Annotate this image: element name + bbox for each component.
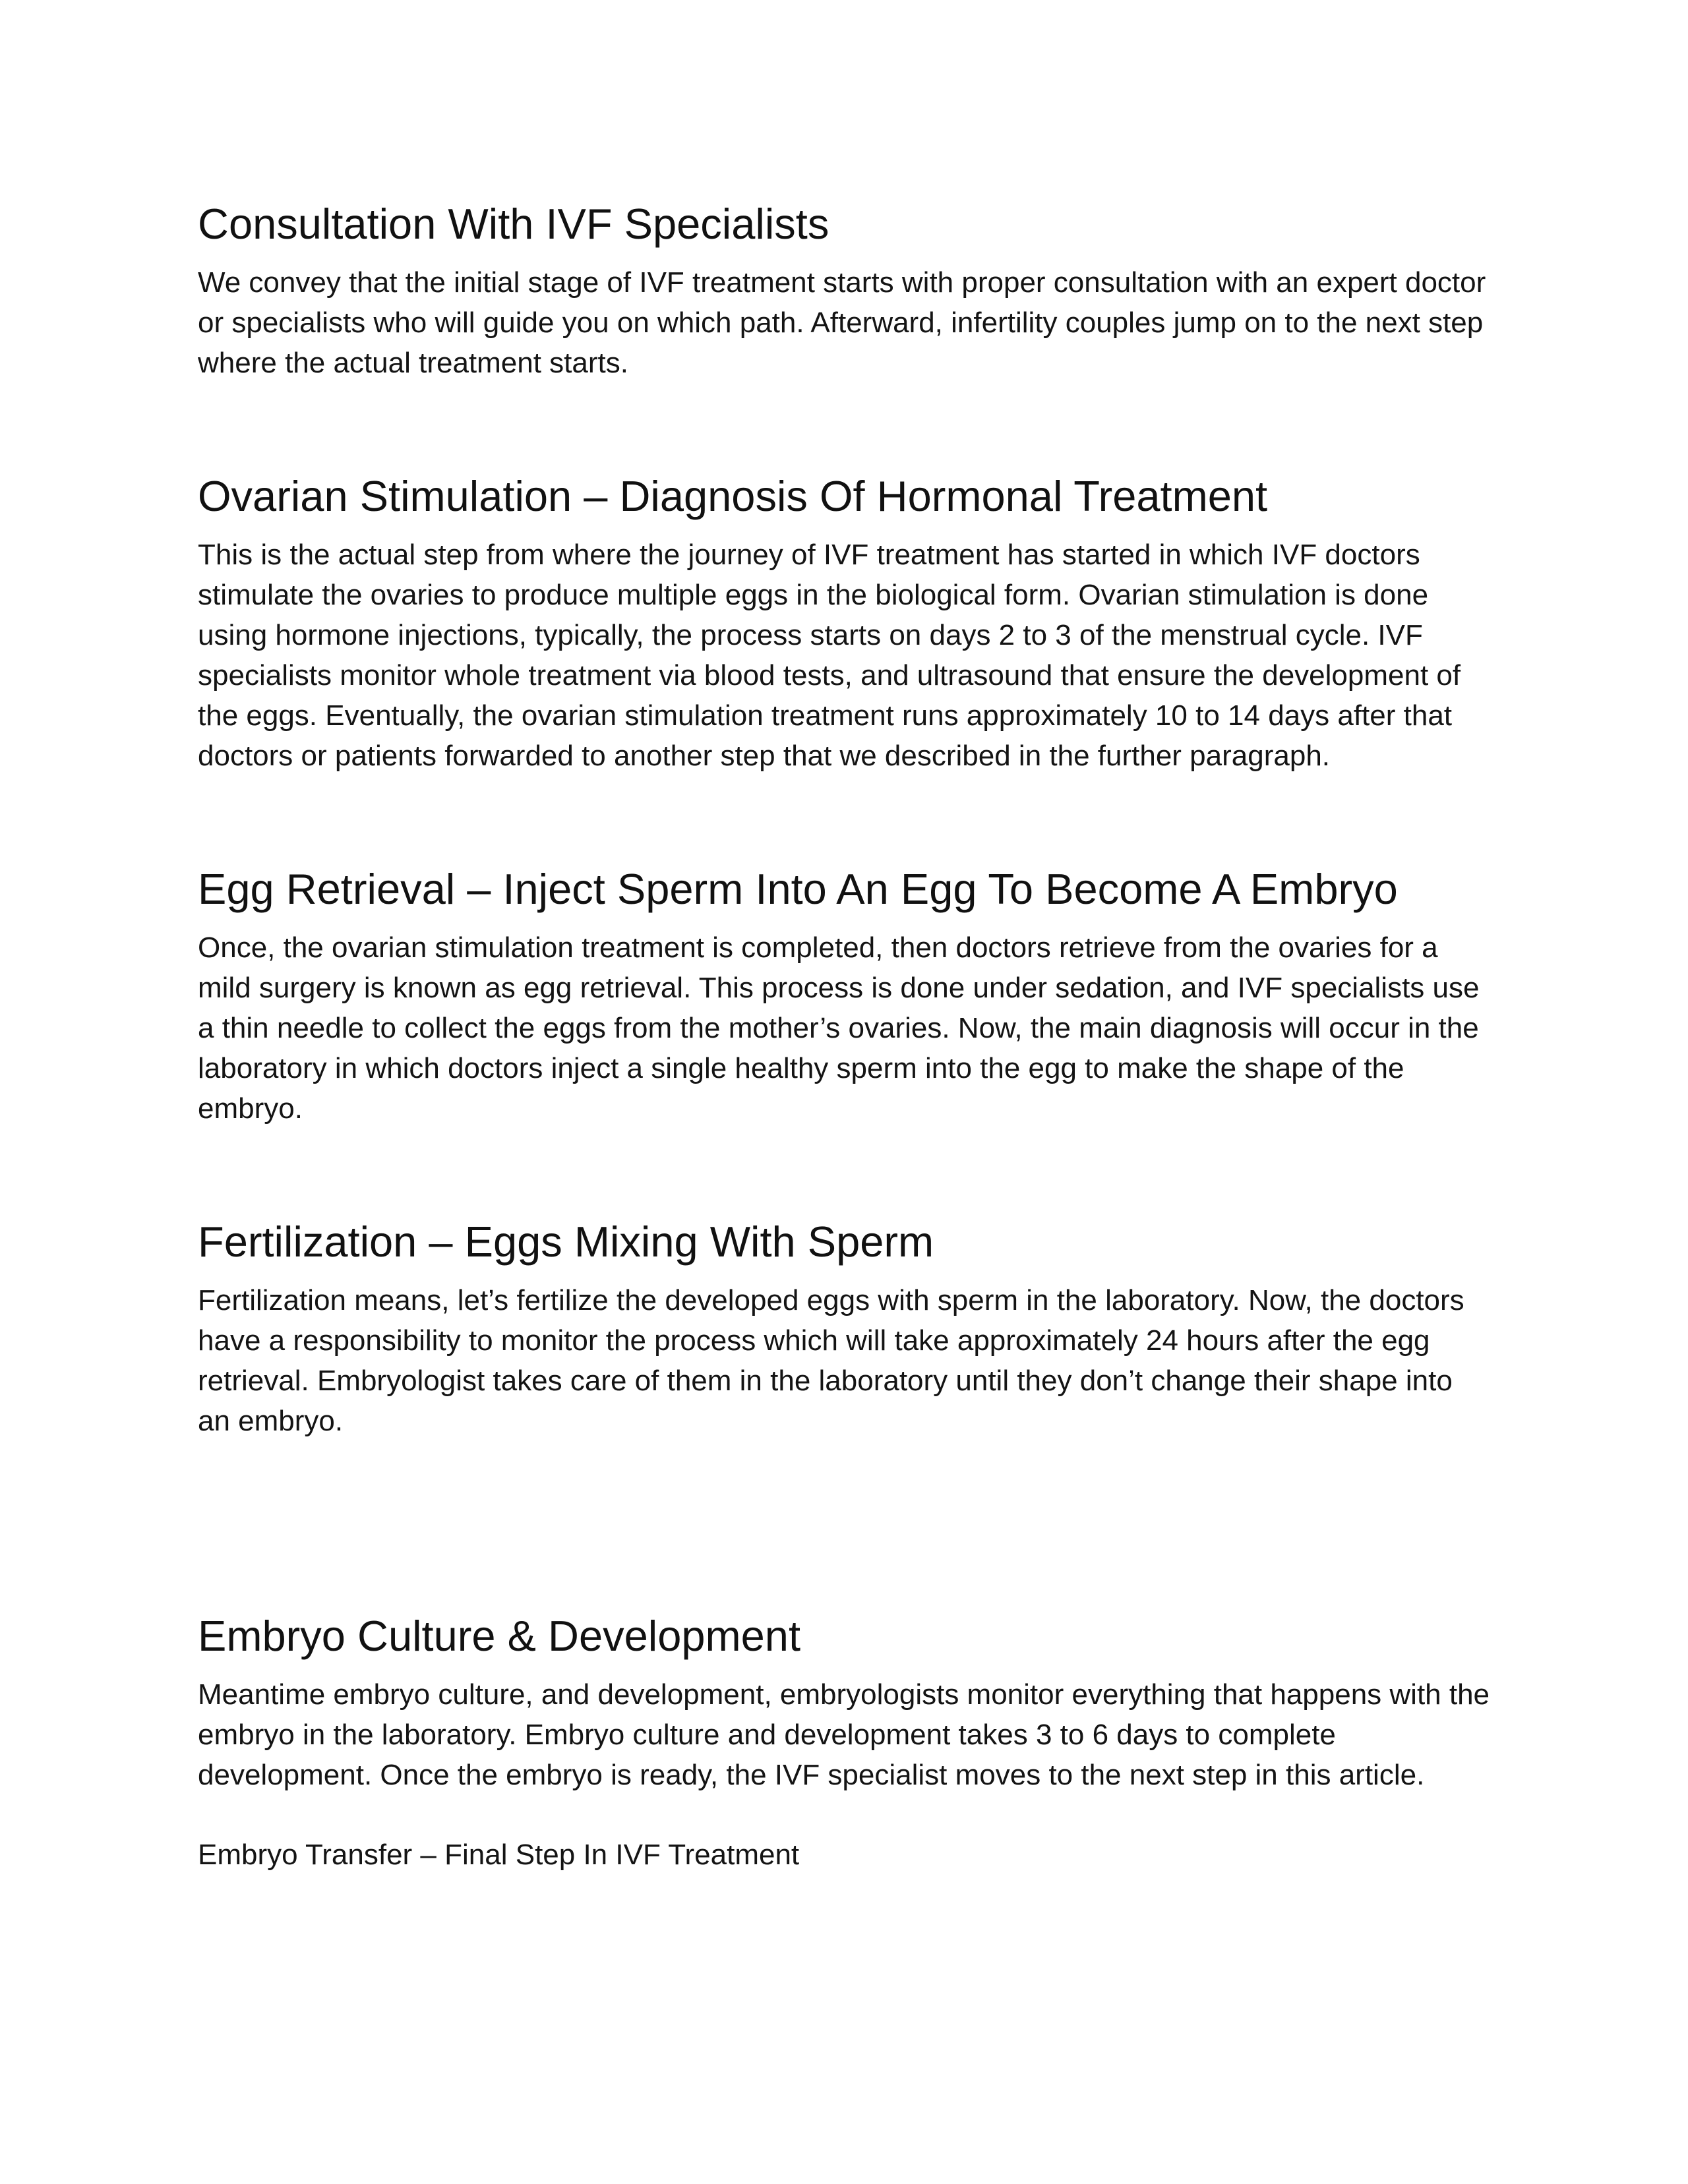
- section-paragraph: Fertilization means, let’s fertilize the developed eggs with sperm in the laboratory. Now, the doctors have a responsibility to monitor the process which will take approximately 24 hours after the egg retrieval. Embryologist takes care of them in the laboratory until they don’t change their shape into an embryo.: [198, 1284, 1464, 1437]
- section-heading: Embryo Culture & Development: [198, 1612, 800, 1660]
- document-content: [198, 192, 1490, 1875]
- section-egg-retrieval: [198, 858, 1490, 1129]
- section-heading: Ovarian Stimulation – Diagnosis Of Hormonal Treatment: [198, 472, 1268, 520]
- section-paragraph: We convey that the initial stage of IVF treatment starts with proper consultation with an expert doctor or specialists who will guide you on which path. Afterward, infertility couples jump on to the next step where the actual treatment starts.: [198, 266, 1486, 379]
- section-embryo-culture: [198, 1605, 1490, 1795]
- section-heading: Fertilization – Eggs Mixing With Sperm: [198, 1218, 934, 1266]
- embryo-transfer-line: Embryo Transfer – Final Step In IVF Treatment: [198, 1839, 800, 1871]
- section-fertilization: [198, 1210, 1490, 1441]
- section-ovarian-stimulation: [198, 465, 1490, 776]
- section-heading: Egg Retrieval – Inject Sperm Into An Egg To Become A Embryo: [198, 865, 1398, 913]
- section-paragraph: Meantime embryo culture, and development, embryologists monitor everything that happens with the embryo in the laboratory. Embryo culture and development takes 3 to 6 days to complete development. Once the embryo is ready, the IVF specialist moves to the next step in this article.: [198, 1678, 1490, 1791]
- section-heading: Consultation With IVF Specialists: [198, 200, 829, 248]
- section-consultation: [198, 192, 1490, 383]
- section-paragraph: This is the actual step from where the journey of IVF treatment has started in which IVF doctors stimulate the ovaries to produce multiple eggs in the biological form. Ovarian stimulation is done using hormone injections, typically, the process starts on days 2 to 3 of the menstrual cycle. IVF specialists monitor whole treatment via blood tests, and ultrasound that ensure the development of the eggs. Eventually, the ovarian stimulation treatment runs approximately 10 to 14 days after that doctors or patients forwarded to another step that we described in the further paragraph.: [198, 539, 1461, 772]
- section-paragraph: Once, the ovarian stimulation treatment is completed, then doctors retrieve from the ovaries for a mild surgery is known as egg retrieval. This process is done under sedation, and IVF specialists use a thin needle to collect the eggs from the mother’s ovaries. Now, the main diagnosis will occur in the laboratory in which doctors inject a single healthy sperm into the egg to make the shape of the embryo.: [198, 931, 1480, 1125]
